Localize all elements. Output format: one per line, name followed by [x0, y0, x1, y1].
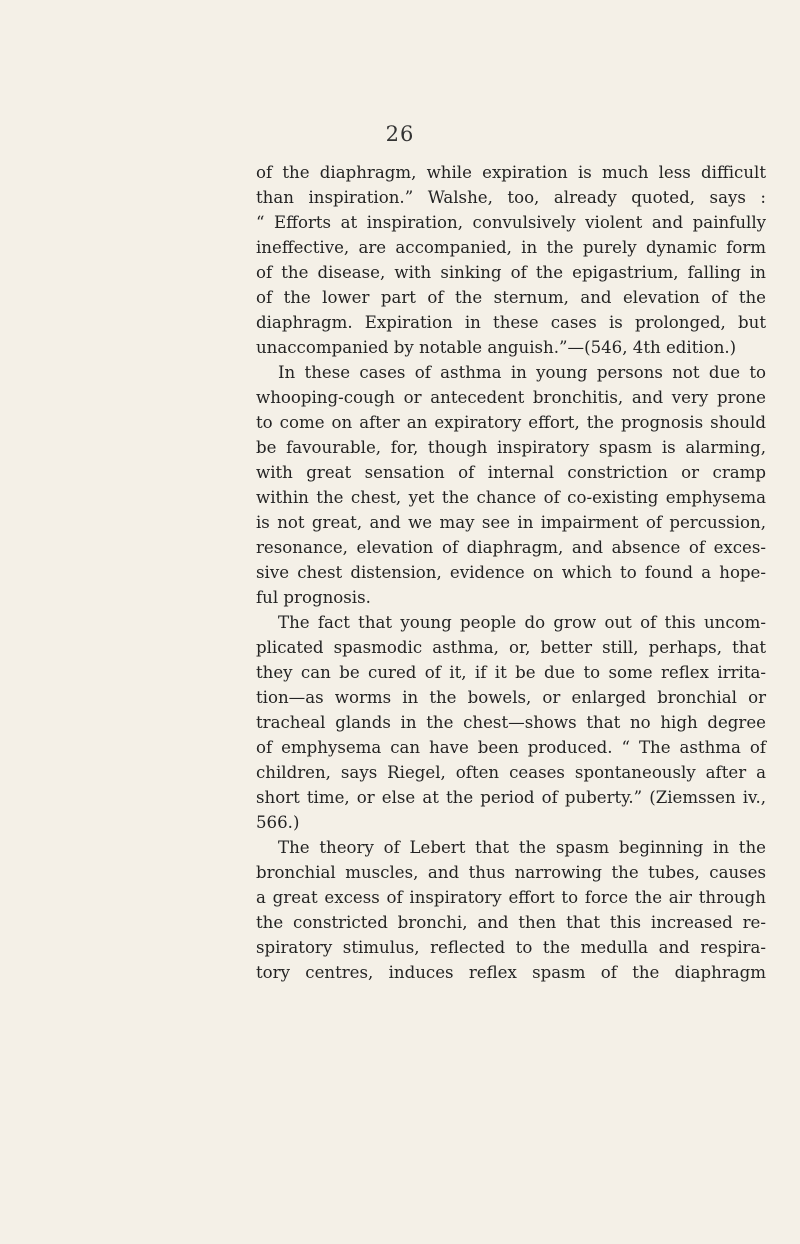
text-line: of emphysema can have been produced. “ The asthma of	[256, 738, 766, 757]
text-line: be favourable, for, though inspiratory spasm is alarming,	[256, 438, 766, 457]
text-line: diaphragm. Expiration in these cases is prolonged, but	[256, 313, 766, 332]
text-line: sive chest distension, evidence on which to found a hope-	[256, 563, 766, 582]
text-line: with great sensation of internal constriction or cramp	[256, 463, 766, 482]
text-line: ful prognosis.	[256, 588, 371, 607]
text-line: short time, or else at the period of puberty.” (Ziemssen iv.,	[256, 788, 766, 807]
text-line: spiratory stimulus, reflected to the medulla and respira-	[256, 938, 766, 957]
text-line: tion—as worms in the bowels, or enlarged bronchial or	[256, 688, 766, 707]
text-line: children, says Riegel, often ceases spontaneously after a	[256, 763, 766, 782]
text-line: is not great, and we may see in impairment of percussion,	[256, 513, 766, 532]
text-line: tory centres, induces reflex spasm of the diaphragm	[256, 963, 766, 982]
text-line: 566.)	[256, 813, 300, 832]
text-line: plicated spasmodic asthma, or, better still, perhaps, that	[256, 638, 766, 657]
text-line: whooping-cough or antecedent bronchitis, and very prone	[256, 388, 766, 407]
text-line: of the diaphragm, while expiration is much less difficult	[256, 163, 766, 182]
text-line: In these cases of asthma in young persons not due to	[278, 363, 766, 382]
text-line: ineffective, are accompanied, in the purely dynamic form	[256, 238, 766, 257]
text-line: of the disease, with sinking of the epigastrium, falling in	[256, 263, 766, 282]
text-line: The fact that young people do grow out of this uncom-	[278, 613, 766, 632]
body-text	[256, 160, 766, 985]
text-line: resonance, elevation of diaphragm, and absence of exces-	[256, 538, 766, 557]
text-line: they can be cured of it, if it be due to some reflex irrita-	[256, 663, 766, 682]
text-line: The theory of Lebert that the spasm beginning in the	[278, 838, 766, 857]
page-number: 26	[385, 122, 415, 146]
text-line: unaccompanied by notable anguish.”—(546, 4th edition.)	[256, 338, 737, 357]
text-line: “ Efforts at inspiration, convulsively violent and painfully	[256, 213, 766, 232]
text-line: of the lower part of the sternum, and elevation of the	[256, 288, 766, 307]
text-line: tracheal glands in the chest—shows that no high degree	[256, 713, 766, 732]
text-line: the constricted bronchi, and then that this increased re-	[256, 913, 766, 932]
text-line: a great excess of inspiratory effort to force the air through	[256, 888, 766, 907]
text-line: within the chest, yet the chance of co-existing emphysema	[256, 488, 766, 507]
text-line: to come on after an expiratory effort, the prognosis should	[256, 413, 766, 432]
text-line: than inspiration.” Walshe, too, already quoted, says :	[256, 188, 766, 207]
text-line: bronchial muscles, and thus narrowing the tubes, causes	[256, 863, 766, 882]
